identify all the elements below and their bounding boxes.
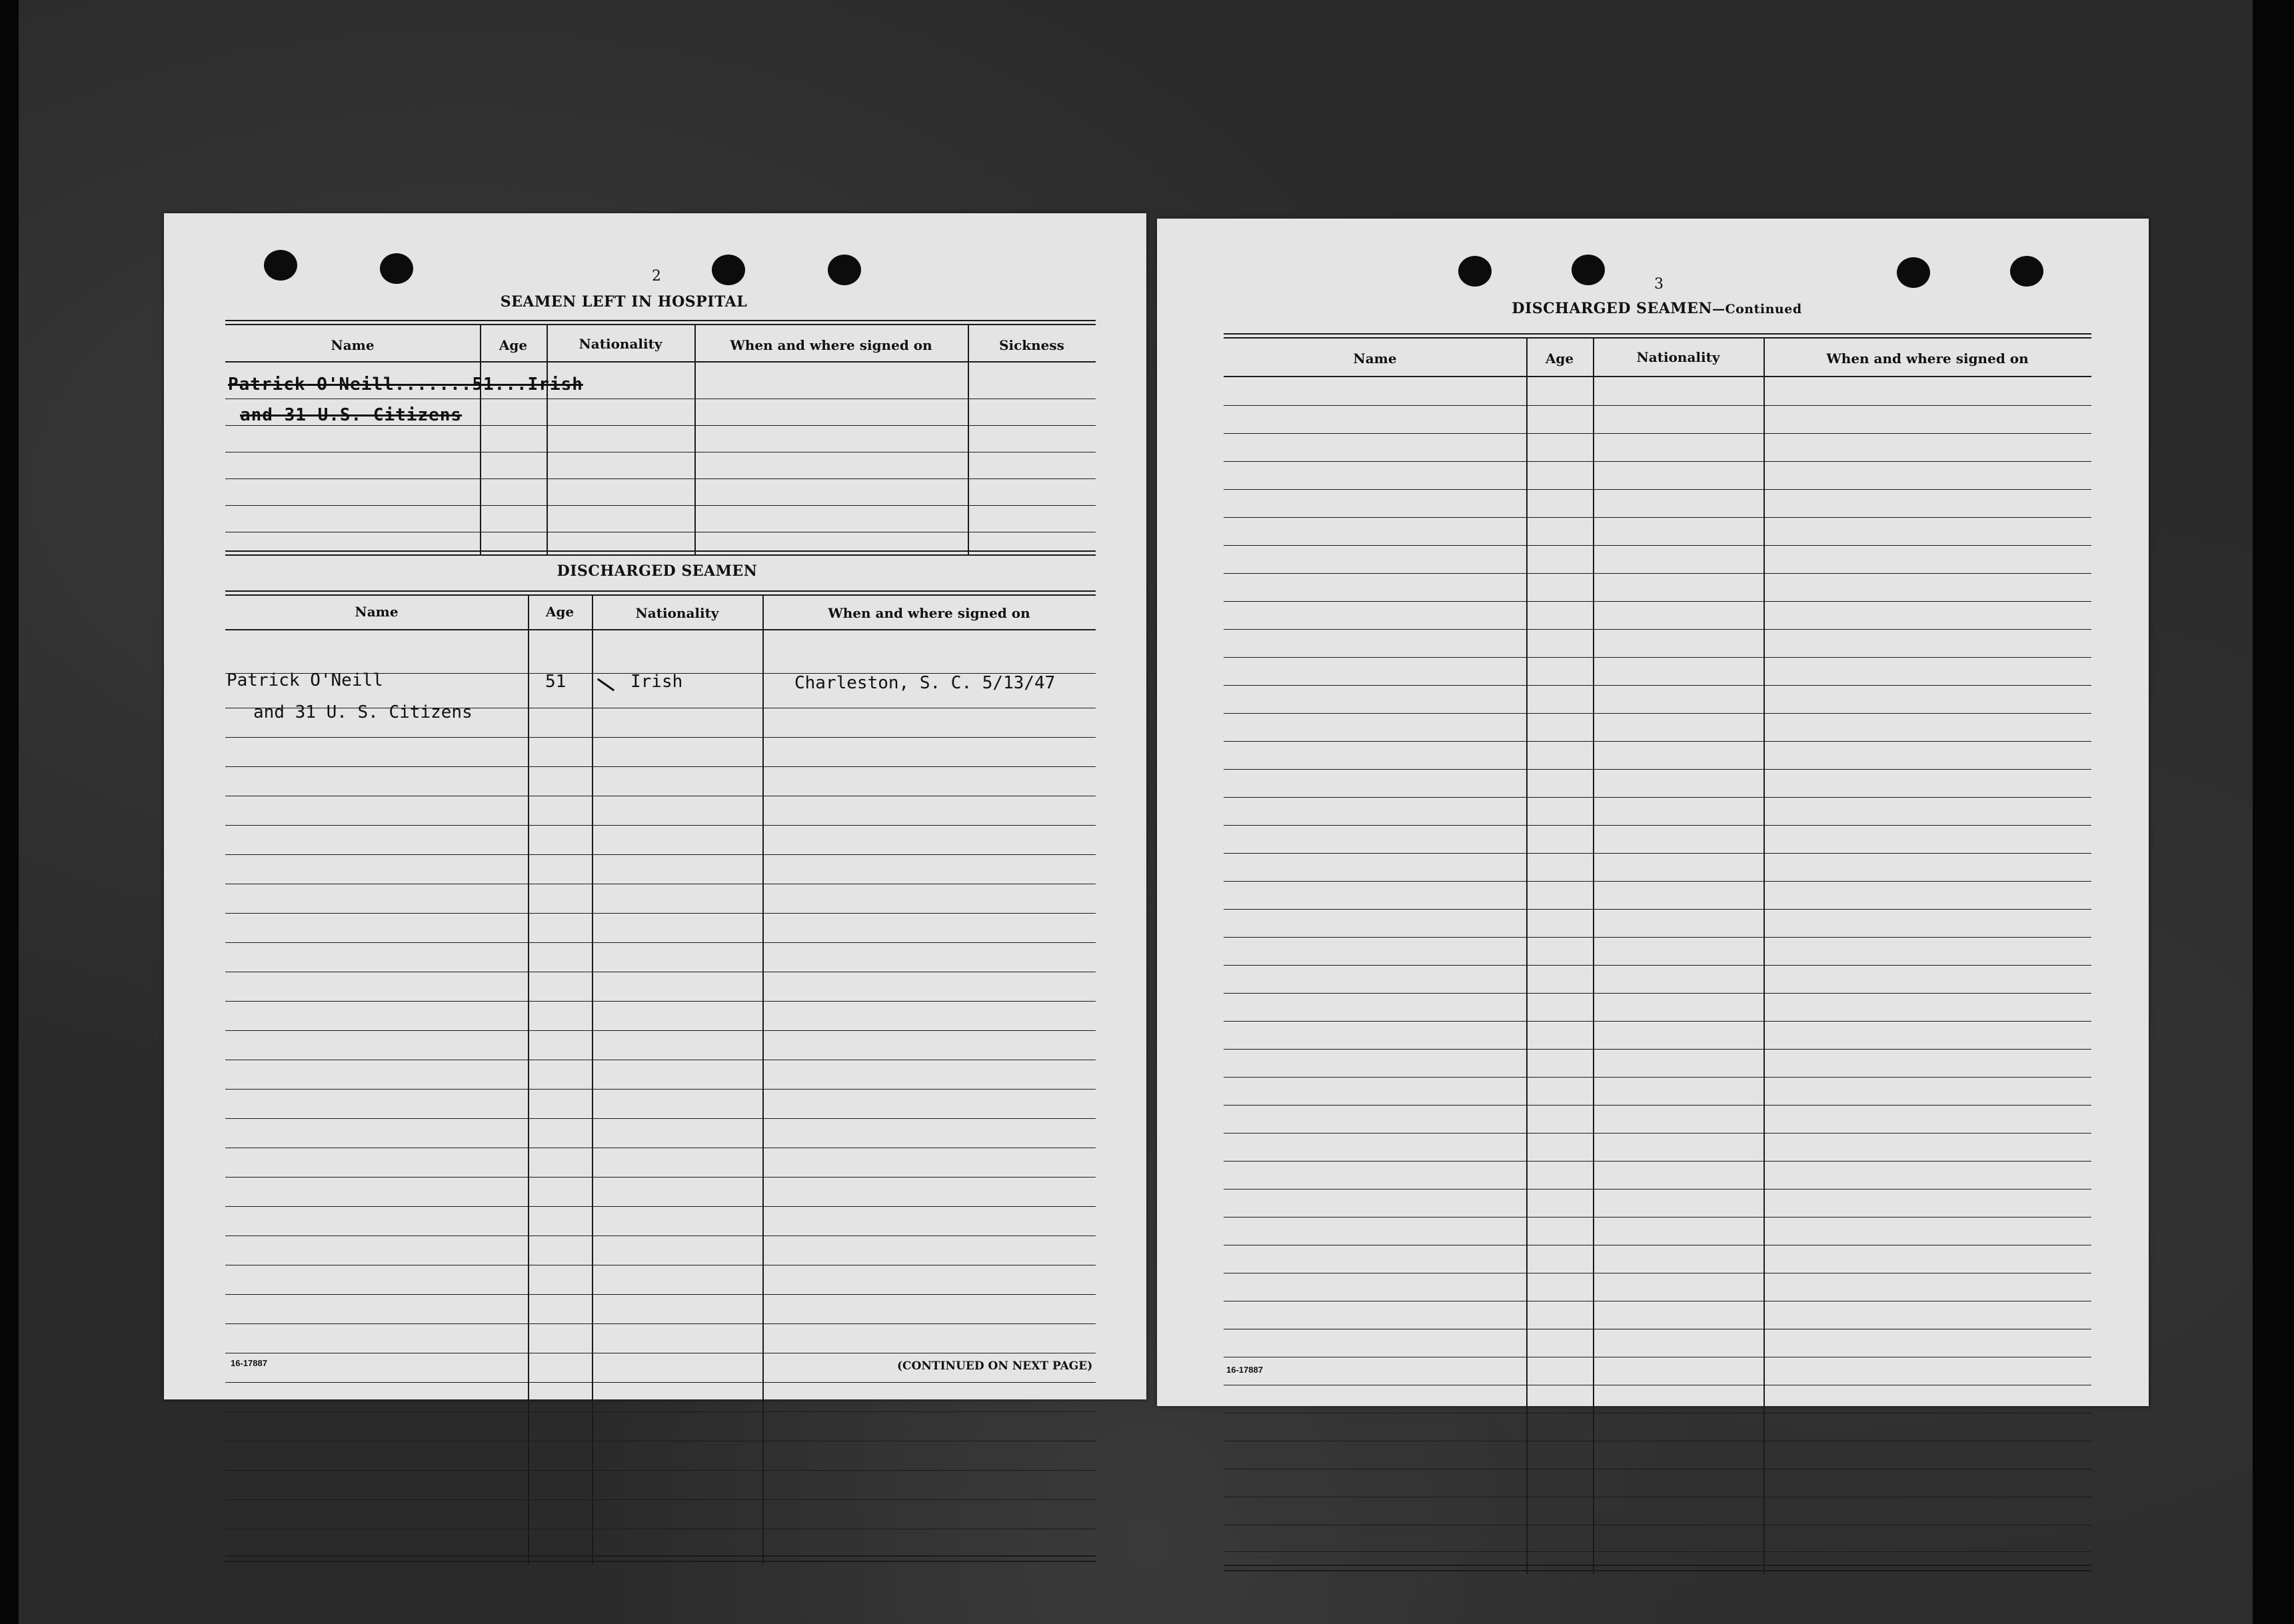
left-black-border [0,0,19,1624]
form-number: 16-17887 [231,1358,267,1368]
page-number: 2 [652,268,661,285]
column-header-nationality: Nationality [635,605,719,621]
table-top-rule [1224,333,2091,335]
continued-note: (CONTINUED ON NEXT PAGE) [897,1359,1093,1373]
entry-age: 51 [545,672,567,692]
column-header-name: Name [331,337,375,353]
column-header-sickness: Sickness [999,337,1064,353]
header-underline [225,629,1096,630]
punch-hole [1572,255,1605,285]
column-header-age: Age [499,337,528,353]
table-top-rule [225,320,1096,321]
punch-hole [712,255,745,285]
punch-hole [828,255,861,285]
punch-hole [380,253,413,284]
punch-hole [264,250,297,281]
column-divider [762,594,764,1565]
struck-hospital-entry: Patrick O'Neill.......51...Irish [228,375,583,395]
column-header-nationality: Nationality [1636,349,1720,365]
table-top-rule [1224,337,2091,339]
column-divider [480,324,481,554]
table-top-rule [225,594,1096,596]
entry-name: Patrick O'Neill [227,670,383,690]
title-suffix: —Continued [1712,302,1802,317]
left-page [164,213,1146,1399]
punch-hole [1458,256,1492,287]
column-divider [1526,337,1528,1574]
column-divider [1763,337,1765,1574]
entry-nationality: Irish [630,672,683,692]
discharged-section-title: DISCHARGED SEAMEN [557,562,758,580]
column-divider [694,324,696,554]
column-header-name: Name [355,604,399,620]
column-divider [1593,337,1594,1574]
column-divider [592,594,593,1565]
handwritten-tick-mark [597,678,614,692]
column-divider [528,594,529,1565]
column-header-signed-on: When and where signed on [828,605,1030,621]
header-underline [225,361,1096,363]
struck-hospital-entry: and 31 U.S. Citizens [240,405,463,425]
form-number: 16-17887 [1226,1365,1263,1375]
discharged-continued-title [1484,300,1830,317]
table-top-rule [225,590,1096,592]
header-underline [1224,376,2091,377]
title-main: DISCHARGED SEAMEN [1512,300,1713,317]
punch-hole [2010,256,2043,287]
page-number: 3 [1654,276,1664,293]
right-page [1157,219,2149,1406]
column-header-signed-on: When and where signed on [730,337,932,353]
column-header-signed-on: When and where signed on [1826,351,2029,367]
punch-hole [1897,257,1930,288]
right-black-border [2253,0,2294,1624]
hospital-section-title: SEAMEN LEFT IN HOSPITAL [500,293,748,311]
column-header-age: Age [545,604,574,620]
column-header-name: Name [1353,351,1397,367]
column-divider [547,324,548,554]
column-header-nationality: Nationality [578,336,662,352]
column-divider [968,324,969,554]
entry-signed-on: Charleston, S. C. 5/13/47 [794,673,1056,693]
entry-name: and 31 U. S. Citizens [253,702,473,722]
table-top-rule [225,324,1096,325]
column-header-age: Age [1545,351,1574,367]
